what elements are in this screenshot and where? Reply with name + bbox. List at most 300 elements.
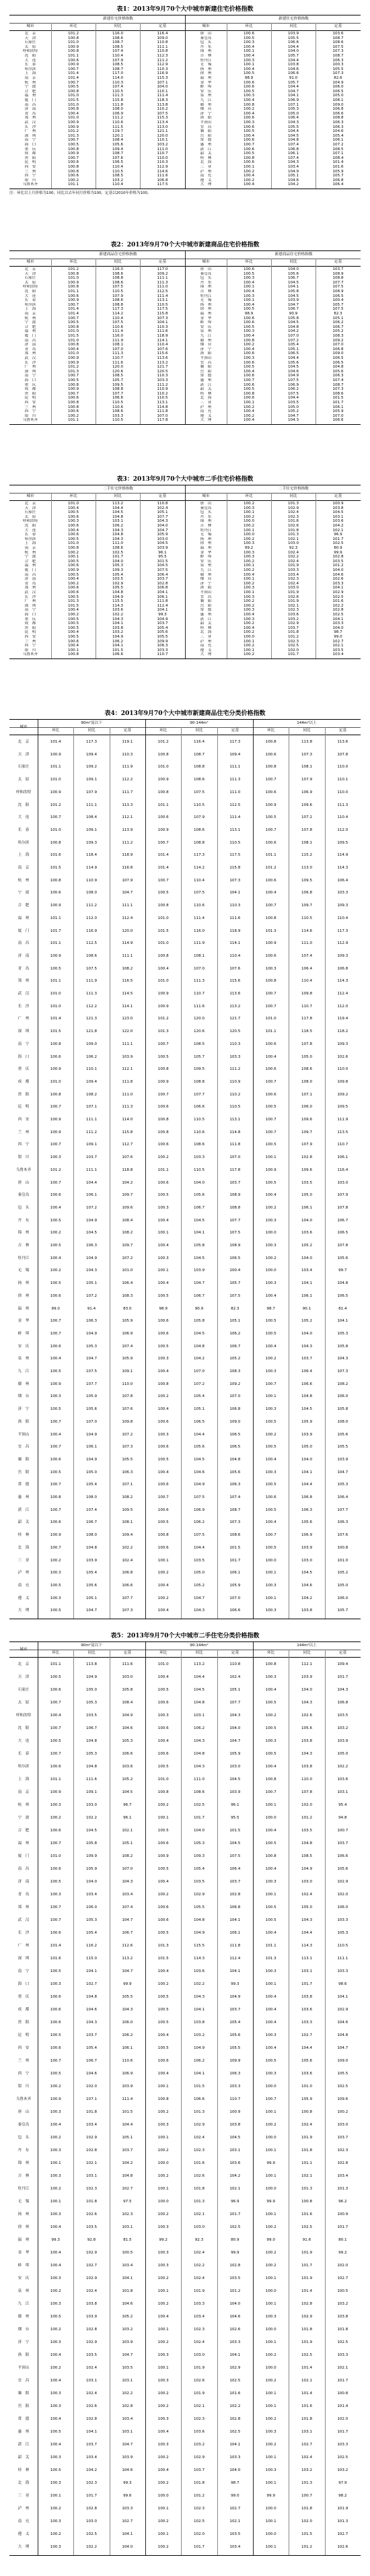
index-value: 102.6	[287, 524, 299, 528]
index-value: 100.3	[243, 94, 254, 98]
index-value: 108.6	[112, 298, 123, 303]
city-name: 丹 东	[200, 514, 212, 519]
index-value: 104.3	[85, 1268, 97, 1273]
index-value: 100.3	[243, 595, 254, 599]
index-value: 106.1	[332, 138, 344, 143]
index-value: 100.6	[243, 382, 254, 387]
index-value: 108.9	[332, 290, 344, 294]
index-value: 98.2	[338, 2494, 347, 2498]
index-value: 100.6	[50, 1054, 61, 1059]
index-value: 109.0	[332, 102, 344, 107]
index-value: 100.3	[243, 608, 254, 613]
index-value: 105.1	[157, 510, 168, 515]
index-value: 107.2	[193, 1382, 205, 1386]
index-value: 100.4	[50, 2417, 61, 2421]
city-name: 赣 州	[200, 338, 212, 343]
index-value: 104.3	[287, 418, 299, 423]
index-value: 100.6	[67, 590, 79, 595]
index-value: 112.0	[337, 1004, 348, 1009]
index-value: 101.1	[67, 418, 79, 423]
index-value: 105.6	[301, 2059, 312, 2063]
index-value: 100.3	[50, 2110, 61, 2114]
index-value: 103.3	[337, 891, 348, 895]
index-value: 112.9	[157, 63, 168, 67]
index-value: 110.1	[157, 138, 168, 143]
index-value: 108.1	[112, 343, 123, 347]
index-value: 103.1	[85, 2174, 97, 2178]
index-value: 101.0	[157, 941, 169, 946]
index-value: 111.6	[112, 360, 123, 365]
index-value: 100.6	[67, 639, 79, 644]
index-value: 104.3	[337, 1688, 348, 1692]
index-value: 103.3	[337, 2443, 348, 2447]
index-value: 113.1	[157, 401, 168, 405]
index-value: 110.6	[193, 1130, 205, 1134]
index-value: 108.6	[112, 36, 123, 40]
index-value: 101.5	[332, 396, 344, 401]
index-value: 108.4	[332, 156, 344, 160]
index-value: 99.0	[231, 2494, 239, 2498]
city-name: 福 州	[24, 329, 36, 334]
index-value: 101.2	[50, 1167, 61, 1172]
index-value: 111.4	[193, 916, 205, 920]
index-value: 104.5	[193, 1256, 205, 1260]
city-name: 深 圳	[17, 1957, 30, 1961]
index-value: 104.1	[193, 1231, 205, 1235]
index-value: 100.9	[157, 1854, 169, 1858]
index-value: 105.2	[193, 1583, 205, 1588]
index-value: 109.0	[85, 1042, 97, 1046]
index-value: 100.9	[67, 121, 79, 125]
index-value: 102.0	[337, 1893, 348, 1897]
index-value: 100.3	[265, 1369, 276, 1374]
index-value: 120.1	[112, 133, 123, 138]
index-value: 103.5	[337, 1714, 348, 1718]
index-value: 98.9	[159, 1306, 168, 1311]
index-value: 104.6	[337, 2021, 348, 2025]
index-value: 100.1	[265, 2545, 276, 2549]
index-value: 108.5	[193, 1042, 205, 1046]
city-name: 遵 义	[17, 1596, 30, 1600]
city-name: 天 津	[17, 1675, 30, 1679]
index-value: 100.7	[243, 143, 254, 147]
index-value: 102.2	[112, 613, 123, 617]
index-value: 109.1	[122, 1369, 133, 1374]
index-value: 102.4	[85, 2289, 97, 2293]
index-value: 104.0	[193, 1829, 205, 1833]
index-value: 104.6	[85, 2008, 97, 2012]
city-name: 洛 阳	[200, 116, 212, 121]
city-name: 吉 林	[17, 2174, 30, 2178]
index-value: 115.2	[301, 853, 312, 858]
index-value: 107.0	[85, 1419, 97, 1424]
index-value: 107.6	[229, 966, 241, 971]
index-value: 110.5	[112, 401, 123, 405]
city-name: 包 头	[200, 40, 212, 45]
index-value: 108.9	[332, 271, 344, 276]
index-value: 100.2	[243, 343, 254, 347]
city-name: 南 京	[17, 1790, 30, 1794]
index-value: 104.7	[337, 1470, 348, 1475]
city-name: 常 德	[200, 608, 212, 613]
index-value: 110.4	[337, 916, 348, 920]
index-value: 101.9	[301, 2340, 312, 2344]
city-name: 无 锡	[200, 63, 212, 67]
index-value: 104.9	[112, 635, 123, 639]
index-value: 100.3	[243, 550, 254, 555]
index-value: 108.6	[332, 391, 344, 396]
city-name: 温 州	[17, 2238, 30, 2242]
index-value: 106.3	[229, 1483, 241, 1487]
index-value: 104.0	[122, 2545, 133, 2549]
index-value: 100.7	[265, 1130, 276, 1134]
index-value: 116.4	[193, 740, 205, 744]
index-value: 104.4	[287, 356, 299, 360]
index-value: 100.4	[265, 1688, 276, 1692]
city-name: 昆 明	[17, 2033, 30, 2037]
index-value: 101.4	[67, 76, 79, 80]
index-value: 107.2	[85, 1205, 97, 1210]
index-value: 106.3	[332, 374, 344, 378]
city-name: 烟 台	[200, 107, 212, 112]
index-value: 100.3	[265, 1583, 276, 1588]
city-name: 遵 义	[200, 178, 212, 182]
index-value: 106.0	[85, 1905, 97, 1909]
column-group-label: 新建住宅价格指数	[103, 17, 133, 21]
index-value: 100.7	[265, 1790, 276, 1794]
index-value: 100.5	[265, 1419, 276, 1424]
index-value: 111.6	[85, 1777, 97, 1782]
index-value: 102.3	[122, 2212, 133, 2216]
city-name: 牡丹江	[200, 294, 212, 298]
index-value: 108.3	[332, 334, 344, 338]
city-name: 深 圳	[17, 1029, 30, 1034]
index-value: 106.2	[332, 320, 344, 325]
index-value: 101.1	[265, 1029, 276, 1034]
index-value: 106.6	[112, 652, 123, 657]
city-name: 哈尔滨	[17, 840, 30, 845]
index-value: 106.8	[337, 1701, 348, 1705]
city-name: 岳 阳	[200, 133, 212, 138]
index-value: 100.0	[265, 2507, 276, 2511]
index-value: 81.5	[123, 2238, 132, 2242]
index-value: 100.6	[67, 564, 79, 568]
index-value: 100.3	[265, 1281, 276, 1286]
index-value: 102.4	[122, 1558, 133, 1563]
index-value: 112.1	[122, 815, 133, 820]
city-name: 襄 阳	[200, 129, 212, 134]
index-value: 107.3	[332, 49, 344, 54]
index-value: 108.4	[85, 815, 97, 820]
index-value: 100.4	[265, 1931, 276, 1935]
index-value: 100.2	[243, 581, 254, 586]
index-value: 101.2	[157, 740, 169, 744]
index-value: 100.2	[50, 2187, 61, 2191]
index-value: 102.6	[85, 2404, 97, 2408]
index-value: 101.6	[50, 1957, 61, 1961]
index-value: 100.5	[50, 966, 61, 971]
index-value: 100.8	[67, 546, 79, 550]
index-value: 108.7	[229, 1507, 241, 1512]
index-value: 101.7	[50, 928, 61, 933]
index-value: 100.6	[243, 160, 254, 165]
city-name: 青 岛	[17, 966, 30, 971]
column-header: 同比	[289, 494, 297, 498]
index-value: 106.9	[122, 1331, 133, 1336]
index-value: 100.9	[67, 298, 79, 303]
index-value: 100.8	[157, 752, 169, 757]
index-value: 104.4	[301, 1483, 312, 1487]
city-name: 平顶山	[17, 2366, 30, 2370]
index-value: 101.0	[50, 827, 61, 832]
index-value: 102.3	[85, 2481, 97, 2485]
index-value: 107.9	[301, 1143, 312, 1147]
city-name: 泉 州	[17, 2289, 30, 2293]
index-value: 118.2	[337, 1029, 348, 1034]
index-value: 100.9	[265, 803, 276, 807]
city-name: 桂 林	[200, 625, 212, 630]
index-value: 100.3	[265, 1407, 276, 1412]
index-value: 106.5	[112, 160, 123, 165]
index-value: 104.8	[112, 533, 123, 537]
index-value: 100.3	[265, 1244, 276, 1248]
index-value: 106.7	[85, 2059, 97, 2063]
index-value: 100.4	[157, 966, 169, 971]
index-value: 100.1	[67, 555, 79, 560]
index-value: 103.9	[85, 1558, 97, 1563]
index-value: 112.5	[229, 803, 241, 807]
index-value: 101.1	[50, 979, 61, 984]
index-value: 101.2	[67, 129, 79, 134]
index-value: 100.3	[157, 2353, 169, 2357]
index-value: 110.3	[157, 67, 168, 71]
index-value: 108.6	[193, 1143, 205, 1147]
city-name: 兰 州	[17, 1130, 30, 1134]
column-header: 环比	[52, 1651, 60, 1655]
index-value: 100.5	[50, 2430, 61, 2434]
index-value: 103.9	[122, 1054, 133, 1059]
index-value: 106.3	[332, 125, 344, 129]
index-value: 100.8	[67, 401, 79, 405]
index-value: 115.3	[157, 116, 168, 121]
index-value: 103.6	[301, 2008, 312, 2012]
index-value: 107.0	[229, 1155, 241, 1160]
index-value: 104.6	[122, 2468, 133, 2472]
index-value: 103.5	[85, 2225, 97, 2229]
index-value: 103.5	[112, 577, 123, 582]
index-value: 104.0	[157, 524, 168, 528]
city-name: 平顶山	[200, 356, 212, 360]
index-value: 104.1	[337, 1319, 348, 1324]
index-value: 106.5	[332, 360, 344, 365]
index-value: 107.7	[193, 1092, 205, 1097]
index-value: 99.9	[266, 2161, 275, 2165]
index-value: 103.2	[337, 2468, 348, 2472]
index-value: 103.0	[301, 1880, 312, 1884]
index-value: 110.3	[229, 904, 241, 908]
index-value: 106.2	[287, 387, 299, 392]
index-value: 108.7	[332, 382, 344, 387]
index-value: 102.9	[337, 1880, 348, 1884]
index-value: 110.5	[193, 1167, 205, 1172]
index-value: 111.1	[157, 276, 168, 281]
index-value: 110.3	[122, 752, 133, 757]
index-value: 111.2	[85, 1130, 97, 1134]
index-value: 107.9	[112, 58, 123, 63]
index-value: 100.7	[50, 1905, 61, 1909]
index-value: 103.2	[337, 2302, 348, 2306]
index-value: 100.1	[265, 2276, 276, 2280]
index-value: 99.9	[231, 2251, 239, 2255]
index-value: 102.9	[193, 2123, 205, 2127]
index-value: 83.0	[123, 1306, 132, 1311]
index-value: 100.9	[67, 280, 79, 285]
index-value: 103.7	[301, 1357, 312, 1361]
index-value: 102.5	[287, 644, 299, 648]
city-name: 丹 东	[200, 44, 212, 49]
index-value: 109.0	[157, 36, 168, 40]
index-value: 107.1	[332, 151, 344, 156]
index-value: 103.2	[122, 2328, 133, 2332]
city-name: 北 海	[200, 396, 212, 401]
index-value: 100.7	[50, 1726, 61, 1730]
index-value: 105.4	[287, 343, 299, 347]
index-value: 106.3	[229, 2072, 241, 2076]
index-value: 103.0	[85, 2519, 97, 2523]
index-value: 100.0	[157, 2161, 169, 2165]
city-name: 常 德	[200, 138, 212, 143]
index-value: 104.7	[122, 891, 133, 895]
index-value: 100.5	[265, 815, 276, 820]
index-value: 112.9	[157, 165, 168, 169]
index-value: 101.7	[337, 2379, 348, 2383]
index-value: 112.1	[301, 1662, 312, 1666]
index-value: 103.4	[337, 2174, 348, 2178]
index-value: 100.4	[265, 2008, 276, 2012]
index-value: 105.4	[193, 1867, 205, 1871]
index-value: 100.0	[243, 635, 254, 639]
index-value: 120.0	[157, 133, 168, 138]
index-value: 100.5	[265, 1841, 276, 1845]
city-name: 洛 阳	[17, 2353, 30, 2357]
index-value: 100.6	[67, 58, 79, 63]
index-value: 106.9	[112, 111, 123, 116]
index-value: 100.7	[50, 1701, 61, 1705]
index-value: 105.2	[122, 1777, 133, 1782]
index-value: 106.5	[229, 1445, 241, 1450]
index-value: 105.4	[85, 1571, 97, 1575]
index-value: 100.0	[265, 2532, 276, 2536]
index-value: 101.7	[301, 1982, 312, 1986]
index-value: 117.3	[229, 740, 241, 744]
city-name: 贵 阳	[24, 625, 36, 630]
index-value: 100.2	[157, 2148, 169, 2153]
index-value: 102.4	[157, 506, 168, 510]
index-value: 102.5	[332, 541, 344, 546]
column-group-label: 新建商品住宅价格指数	[99, 252, 137, 257]
index-value: 113.6	[157, 356, 168, 360]
index-value: 109.2	[157, 271, 168, 276]
index-value: 100.6	[50, 2008, 61, 2012]
city-name: 乌鲁木齐	[15, 1167, 32, 1172]
city-name: 济 南	[24, 107, 36, 112]
index-value: 105.6	[229, 2033, 241, 2037]
index-value: 104.2	[193, 1357, 205, 1361]
index-value: 107.5	[157, 568, 168, 572]
index-value: 106.6	[287, 40, 299, 45]
city-name: 平顶山	[17, 1432, 30, 1437]
index-value: 104.1	[193, 2072, 205, 2076]
city-name: 赣 州	[17, 2315, 30, 2319]
index-value: 95.4	[338, 1803, 347, 1807]
index-value: 105.3	[337, 1931, 348, 1935]
city-name: 大 连	[17, 1739, 30, 1743]
index-value: 106.4	[301, 1369, 312, 1374]
city-name: 无 锡	[200, 533, 212, 537]
index-value: 105.5	[337, 1445, 348, 1450]
index-value: 103.9	[287, 298, 299, 303]
index-value: 105.4	[193, 1394, 205, 1399]
index-value: 100.5	[50, 1583, 61, 1588]
index-value: 100.4	[243, 67, 254, 71]
index-value: 100.4	[157, 1369, 169, 1374]
city-name: 宜 昌	[200, 360, 212, 365]
index-value: 106.9	[122, 2072, 133, 2076]
index-value: 100.8	[67, 169, 79, 174]
index-value: 116.9	[157, 71, 168, 76]
index-value: 101.8	[287, 528, 299, 533]
index-value: 105.4	[85, 1483, 97, 1487]
city-name: 泸 州	[17, 1571, 30, 1575]
index-value: 105.3	[193, 1841, 205, 1845]
index-value: 100.4	[265, 1293, 276, 1298]
index-value: 103.6	[332, 519, 344, 524]
index-value: 100.4	[50, 2353, 61, 2357]
index-value: 107.1	[157, 80, 168, 85]
index-value: 106.8	[332, 347, 344, 351]
index-value: 110.5	[229, 840, 241, 845]
city-name: 南 昌	[24, 338, 36, 343]
index-value: 100.1	[243, 510, 254, 515]
index-value: 111.5	[112, 125, 123, 129]
index-value: 107.3	[332, 71, 344, 76]
index-value: 101.3	[67, 133, 79, 138]
index-value: 100.5	[50, 2315, 61, 2319]
index-value: 100.2	[243, 107, 254, 112]
index-value: 102.1	[85, 2161, 97, 2165]
index-value: 100.8	[67, 36, 79, 40]
index-value: 111.1	[122, 953, 133, 958]
index-value: 105.3	[112, 564, 123, 568]
index-value: 100.8	[50, 1092, 61, 1097]
index-value: 102.9	[287, 506, 299, 510]
index-value: 100.6	[265, 840, 276, 845]
index-value: 101.4	[301, 2392, 312, 2396]
index-value: 104.3	[287, 160, 299, 165]
index-value: 100.4	[157, 1583, 169, 1588]
index-value: 114.8	[229, 1130, 241, 1134]
index-value: 102.4	[301, 2455, 312, 2460]
city-name: 南 京	[17, 866, 30, 870]
index-value: 107.9	[112, 294, 123, 298]
index-value: 109.5	[337, 840, 348, 845]
city-name: 南 京	[24, 546, 36, 550]
index-value: 111.8	[112, 102, 123, 107]
index-value: 100.5	[243, 36, 254, 40]
index-value: 102.6	[193, 2174, 205, 2178]
index-value: 106.1	[332, 405, 344, 409]
index-value: 102.9	[337, 2008, 348, 2012]
